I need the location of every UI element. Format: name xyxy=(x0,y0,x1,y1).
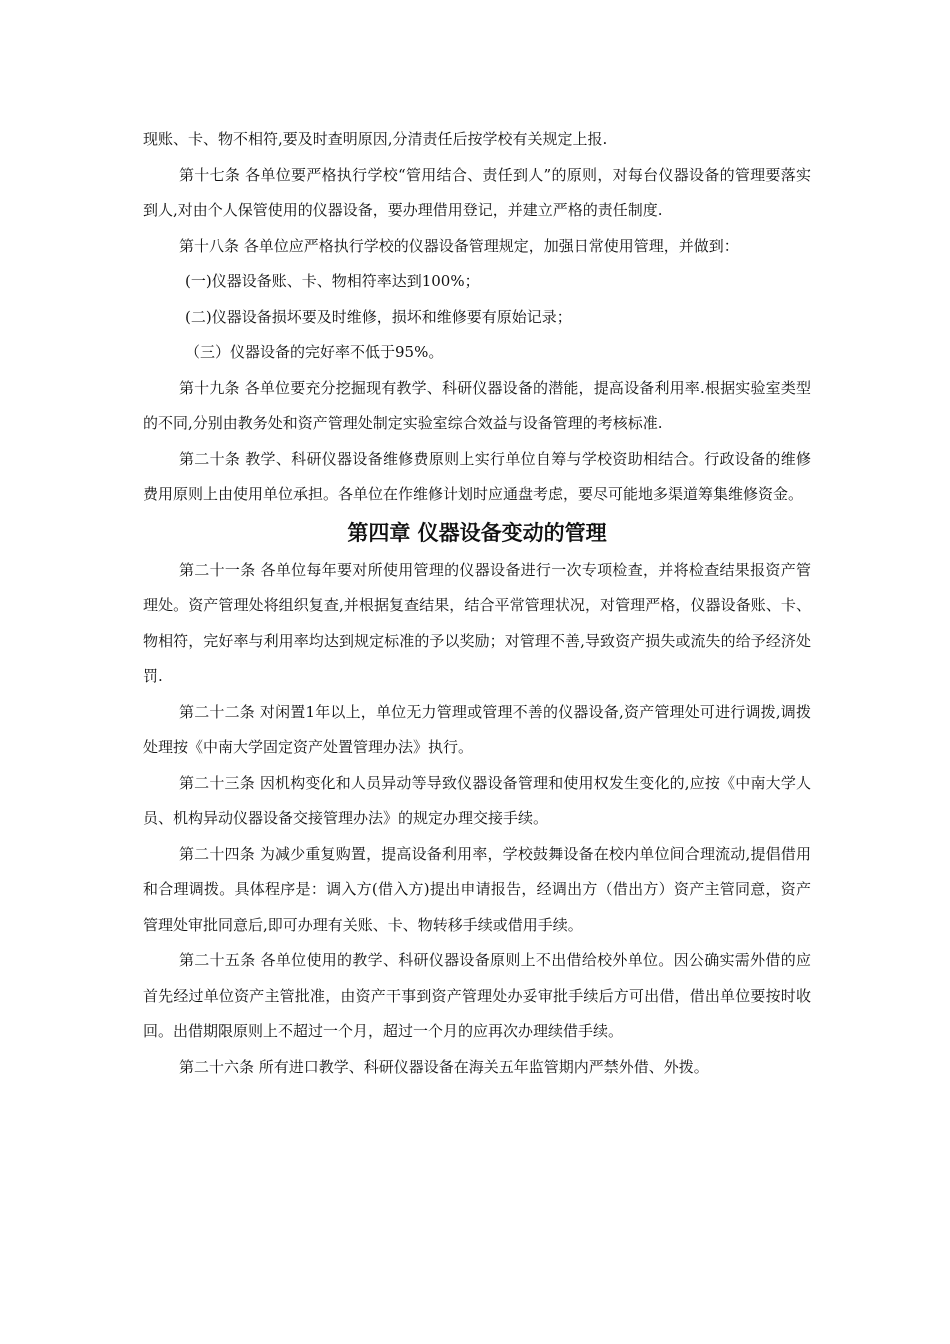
article-18: 第十八条 各单位应严格执行学校的仪器设备管理规定，加强日常使用管理，并做到： xyxy=(179,236,739,255)
article-19: 第十九条 各单位要充分挖掘现有教学、科研仪器设备的潜能，提高设备利用率.根据实验室类型的不同,分别由教务处和资产管理处制定实验室综合效益与设备管理的考核标准. xyxy=(143,378,811,432)
article-25: 第二十五条 各单位使用的教学、科研仪器设备原则上不出借给校外单位。因公确实需外借的应首先经过单位资产主管批准，由资产干事到资产管理处办妥审批手续后方可出借，借出单位要按时收回。出借期限原则上不超过一个月，超过一个月的应再次办理续借手续。 xyxy=(143,951,811,1040)
list-item: (二)仪器设备损坏要及时维修，损坏和维修要有原始记录； xyxy=(185,307,572,326)
article-24: 第二十四条 为减少重复购置，提高设备利用率，学校鼓舞设备在校内单位间合理流动,提倡借用和合理调拨。具体程序是：调入方(借入方)提出申请报告，经调出方（借出方）资产主管同意，资产管理处审批同意后,即可办理有关账、卡、物转移手续或借用手续。 xyxy=(143,844,811,934)
article-26: 第二十六条 所有进口教学、科研仪器设备在海关五年监管期内严禁外借、外拨。 xyxy=(179,1057,709,1076)
article-17: 第十七条 各单位要严格执行学校“管用结合、责任到人”的原则，对每台仪器设备的管理要落实到人,对由个人保管使用的仪器设备，要办理借用登记，并建立严格的责任制度. xyxy=(143,165,811,219)
chapter-title: 第四章 仪器设备变动的管理 xyxy=(347,520,607,545)
document-page xyxy=(143,122,811,1085)
article-22: 第二十二条 对闲置1年以上，单位无力管理或管理不善的仪器设备,资产管理处可进行调拨,调拨处理按《中南大学固定资产处置管理办法》执行。 xyxy=(143,702,811,756)
article-20: 第二十条 教学、科研仪器设备维修费原则上实行单位自筹与学校资助相结合。行政设备的维修费用原则上由使用单位承担。各单位在作维修计划时应通盘考虑，要尽可能地多渠道筹集维修资金。 xyxy=(143,449,811,503)
article-21: 第二十一条 各单位每年要对所使用管理的仪器设备进行一次专项检查，并将检查结果报资产管理处。资产管理处将组织复查,并根据复查结果，结合平常管理状况，对管理严格，仪器设备账、卡、物相符，完好率与利用率均达到规定标准的予以奖励；对管理不善,导致资产损失或流失的给予经济处罚. xyxy=(143,560,811,685)
list-item: （三）仪器设备的完好率不低于95%。 xyxy=(185,343,444,361)
article-23: 第二十三条 因机构变化和人员异动等导致仪器设备管理和使用权发生变化的,应按《中南大学人员、机构异动仪器设备交接管理办法》的规定办理交接手续。 xyxy=(143,773,811,827)
paragraph-continuation: 现账、卡、物不相符,要及时查明原因,分清责任后按学校有关规定上报. xyxy=(143,130,608,148)
list-item: (一)仪器设备账、卡、物相符率达到100%； xyxy=(185,272,480,290)
